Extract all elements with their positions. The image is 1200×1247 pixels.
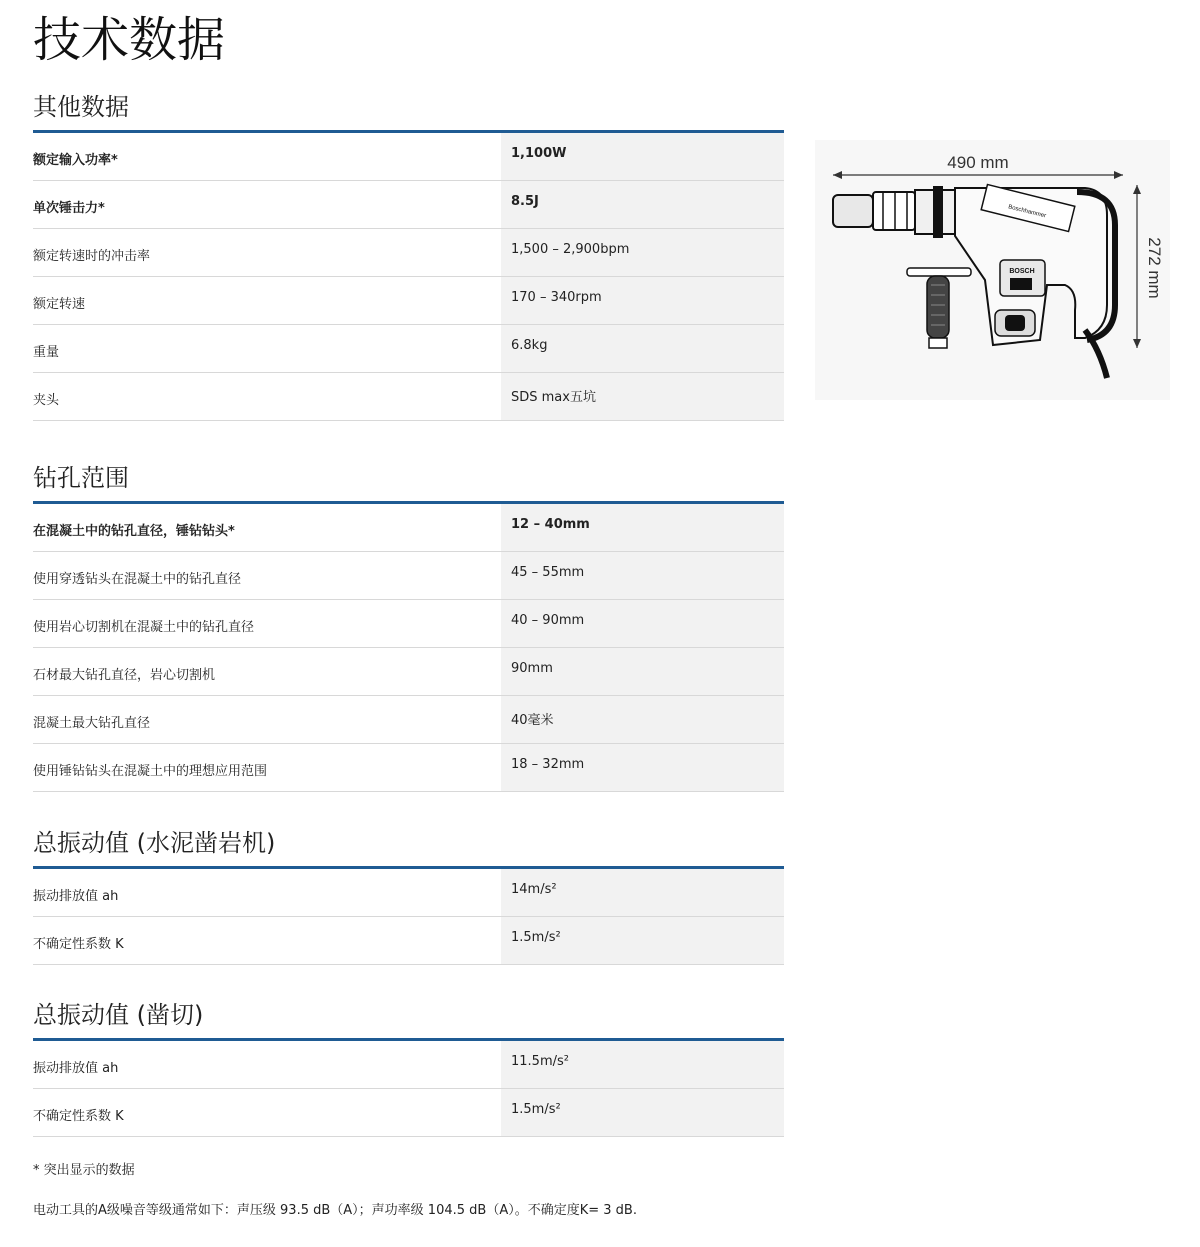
- spec-row: [33, 373, 784, 421]
- arrow-up-icon: [1133, 185, 1141, 194]
- spec-row: [33, 600, 784, 648]
- spec-value: 1,100W: [501, 133, 784, 180]
- spec-row: [33, 696, 784, 744]
- spec-row: [33, 648, 784, 696]
- length-label: 490 mm: [947, 153, 1009, 172]
- spec-label: 振动排放值 ah: [33, 1061, 119, 1076]
- spec-label: 重量: [33, 345, 60, 360]
- spec-row: [33, 181, 784, 229]
- spec-label: 夹头: [33, 393, 60, 408]
- spec-row: [33, 504, 784, 552]
- spec-section-vibration-chiselling: [33, 997, 784, 1137]
- spec-value: 1.5m/s²: [501, 917, 784, 964]
- spec-value: 90mm: [501, 648, 784, 695]
- spec-section-other-data: [33, 89, 784, 421]
- spec-row: [33, 229, 784, 277]
- spec-label: 振动排放值 ah: [33, 889, 119, 904]
- spec-label: 石材最大钻孔直径，岩心切割机: [33, 668, 216, 683]
- noise-footnote: 电动工具的A级噪音等级通常如下：声压级 93.5 dB（A）；声功率级 104.5 dB（A）。不确定度K= 3 dB.: [33, 1203, 637, 1218]
- spec-section-drilling-range: [33, 460, 784, 792]
- collar-clamp: [933, 186, 943, 238]
- side-handle-bar: [907, 268, 971, 276]
- section-title: 其他数据: [33, 89, 784, 133]
- spec-value: 6.8kg: [501, 325, 784, 372]
- spec-value: 45 – 55mm: [501, 552, 784, 599]
- highlight-footnote: * 突出显示的数据: [33, 1163, 135, 1178]
- spec-row: [33, 325, 784, 373]
- spec-row: [33, 744, 784, 792]
- chuck-collar: [873, 192, 915, 230]
- spec-value: 12 – 40mm: [501, 504, 784, 551]
- arrow-down-icon: [1133, 339, 1141, 348]
- spec-label: 不确定性系数 K: [33, 1109, 124, 1124]
- switch-window: [1010, 278, 1032, 290]
- spec-value: 40 – 90mm: [501, 600, 784, 647]
- spec-value: 18 – 32mm: [501, 744, 784, 791]
- spec-label: 单次锤击力*: [33, 201, 105, 216]
- page-title: 技术数据: [33, 12, 226, 68]
- spec-value: SDS max五坑: [501, 373, 784, 420]
- arrow-right-icon: [1114, 171, 1123, 179]
- rotary-hammer-drawing: [815, 140, 1170, 400]
- brand-label: BOSCH: [1009, 268, 1035, 275]
- spec-label: 不确定性系数 K: [33, 937, 124, 952]
- spec-label: 混凝土最大钻孔直径: [33, 716, 151, 731]
- spec-label: 使用锤钻钻头在混凝土中的理想应用范围: [33, 764, 268, 779]
- spec-label: 额定输入功率*: [33, 153, 118, 168]
- spec-row: [33, 917, 784, 965]
- spec-section-vibration-drilling: [33, 825, 784, 965]
- section-title: 钻孔范围: [33, 460, 784, 504]
- chuck: [833, 195, 873, 227]
- spec-row: [33, 277, 784, 325]
- spec-label: 使用穿透钻头在混凝土中的钻孔直径: [33, 572, 242, 587]
- spec-row: [33, 552, 784, 600]
- spec-value: 40毫米: [501, 696, 784, 743]
- spec-value: 14m/s²: [501, 869, 784, 916]
- spec-label: 额定转速: [33, 297, 86, 312]
- spec-row: [33, 1089, 784, 1137]
- spec-value: 1.5m/s²: [501, 1089, 784, 1136]
- height-label: 272 mm: [1145, 237, 1164, 299]
- spec-value: 170 – 340rpm: [501, 277, 784, 324]
- spec-label: 额定转速时的冲击率: [33, 249, 151, 264]
- spec-row: [33, 869, 784, 917]
- spec-label: 在混凝土中的钻孔直径，锤钻钻头*: [33, 524, 235, 539]
- model-label: Boschhammer: [1007, 204, 1047, 220]
- section-title: 总振动值 (凿切): [33, 997, 784, 1041]
- section-title: 总振动值 (水泥凿岩机): [33, 825, 784, 869]
- spec-row: [33, 133, 784, 181]
- spec-row: [33, 1041, 784, 1089]
- spec-label: 使用岩心切割机在混凝土中的钻孔直径: [33, 620, 255, 635]
- spec-value: 1,500 – 2,900bpm: [501, 229, 784, 276]
- arrow-left-icon: [833, 171, 842, 179]
- product-image: [815, 140, 1170, 400]
- spec-value: 8.5J: [501, 181, 784, 228]
- spec-value: 11.5m/s²: [501, 1041, 784, 1088]
